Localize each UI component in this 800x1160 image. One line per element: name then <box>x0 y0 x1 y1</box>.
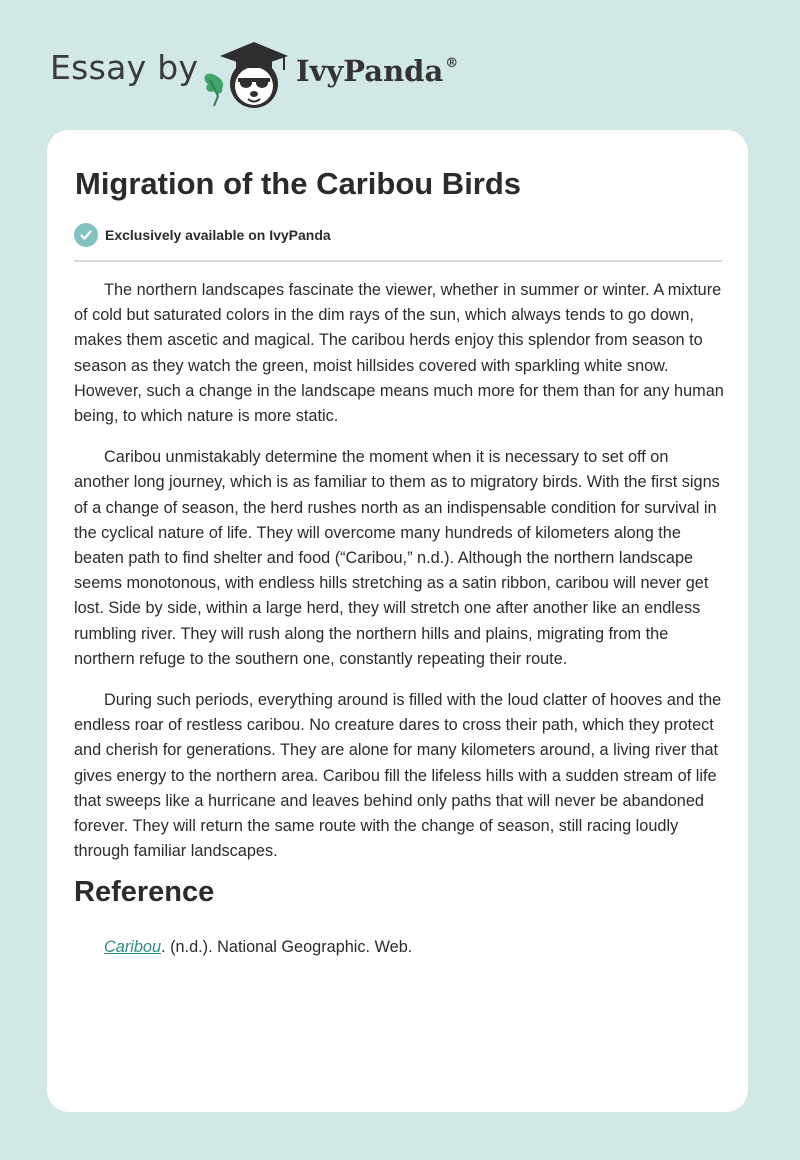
check-icon <box>74 223 98 247</box>
essay-card <box>47 130 748 1112</box>
reference-entry <box>104 938 412 957</box>
reference-link[interactable]: Caribou <box>104 938 162 956</box>
badge-label: Exclusively available on IvyPanda <box>105 227 331 243</box>
essay-by-label: Essay by <box>50 48 199 87</box>
reference-details: . (n.d.). National Geographic. Web. <box>161 938 413 956</box>
brand-text: IvyPanda <box>296 54 444 88</box>
exclusive-badge <box>74 222 331 248</box>
brand-name[interactable] <box>296 54 458 88</box>
essay-body <box>74 278 724 880</box>
paragraph: During such periods, everything around is filled with the loud clatter of hooves and the endless roar of restless caribou. No creature dares to cross their path, which they protect and cherish for generations. They are alone for many kilometers around, a living river that gives energy to the northern area. Caribou fill the lifeless hills with a sudden stream of life that sweeps like a hurricane and leaves behind only paths that will never be abandoned forever. They will return the same route with the change of season, still racing loudly through familiar landscapes. <box>74 691 722 861</box>
registered-mark: ® <box>445 56 459 71</box>
paragraph: Caribou unmistakably determine the moment when it is necessary to set off on another long journey, which is as familiar to them as to migratory birds. With the first signs of a change of season, the herd rushes north as an indispensable condition for survival in the cyclical nature of life. They will overcome many hundreds of kilometers along the beaten path to find shelter and food (“Caribou,” n.d.). Although the northern landscape seems monotonous, with endless hills stretching as a satin ribbon, caribou will never get lost. Side by side, within a large herd, they will stretch one after another like an endless rumbling river. They will rush along the northern hills and plains, migrating from the northern refuge to the southern one, constantly repeating their route. <box>74 448 720 668</box>
panda-logo-icon[interactable] <box>200 36 292 110</box>
reference-heading: Reference <box>74 876 215 908</box>
site-header <box>0 0 800 130</box>
divider <box>74 260 722 262</box>
page-title: Migration of the Caribou Birds <box>75 166 522 201</box>
paragraph: The northern landscapes fascinate the viewer, whether in summer or winter. A mixture of cold but saturated colors in the dim rays of the sun, which always tends to go down, makes them ascetic and magical. The caribou herds enjoy this splendor from season to season as they watch the green, moist hillsides covered with sparkling white snow. However, such a change in the landscape means much more for them than for any human being, to which nature is more static. <box>74 281 724 426</box>
